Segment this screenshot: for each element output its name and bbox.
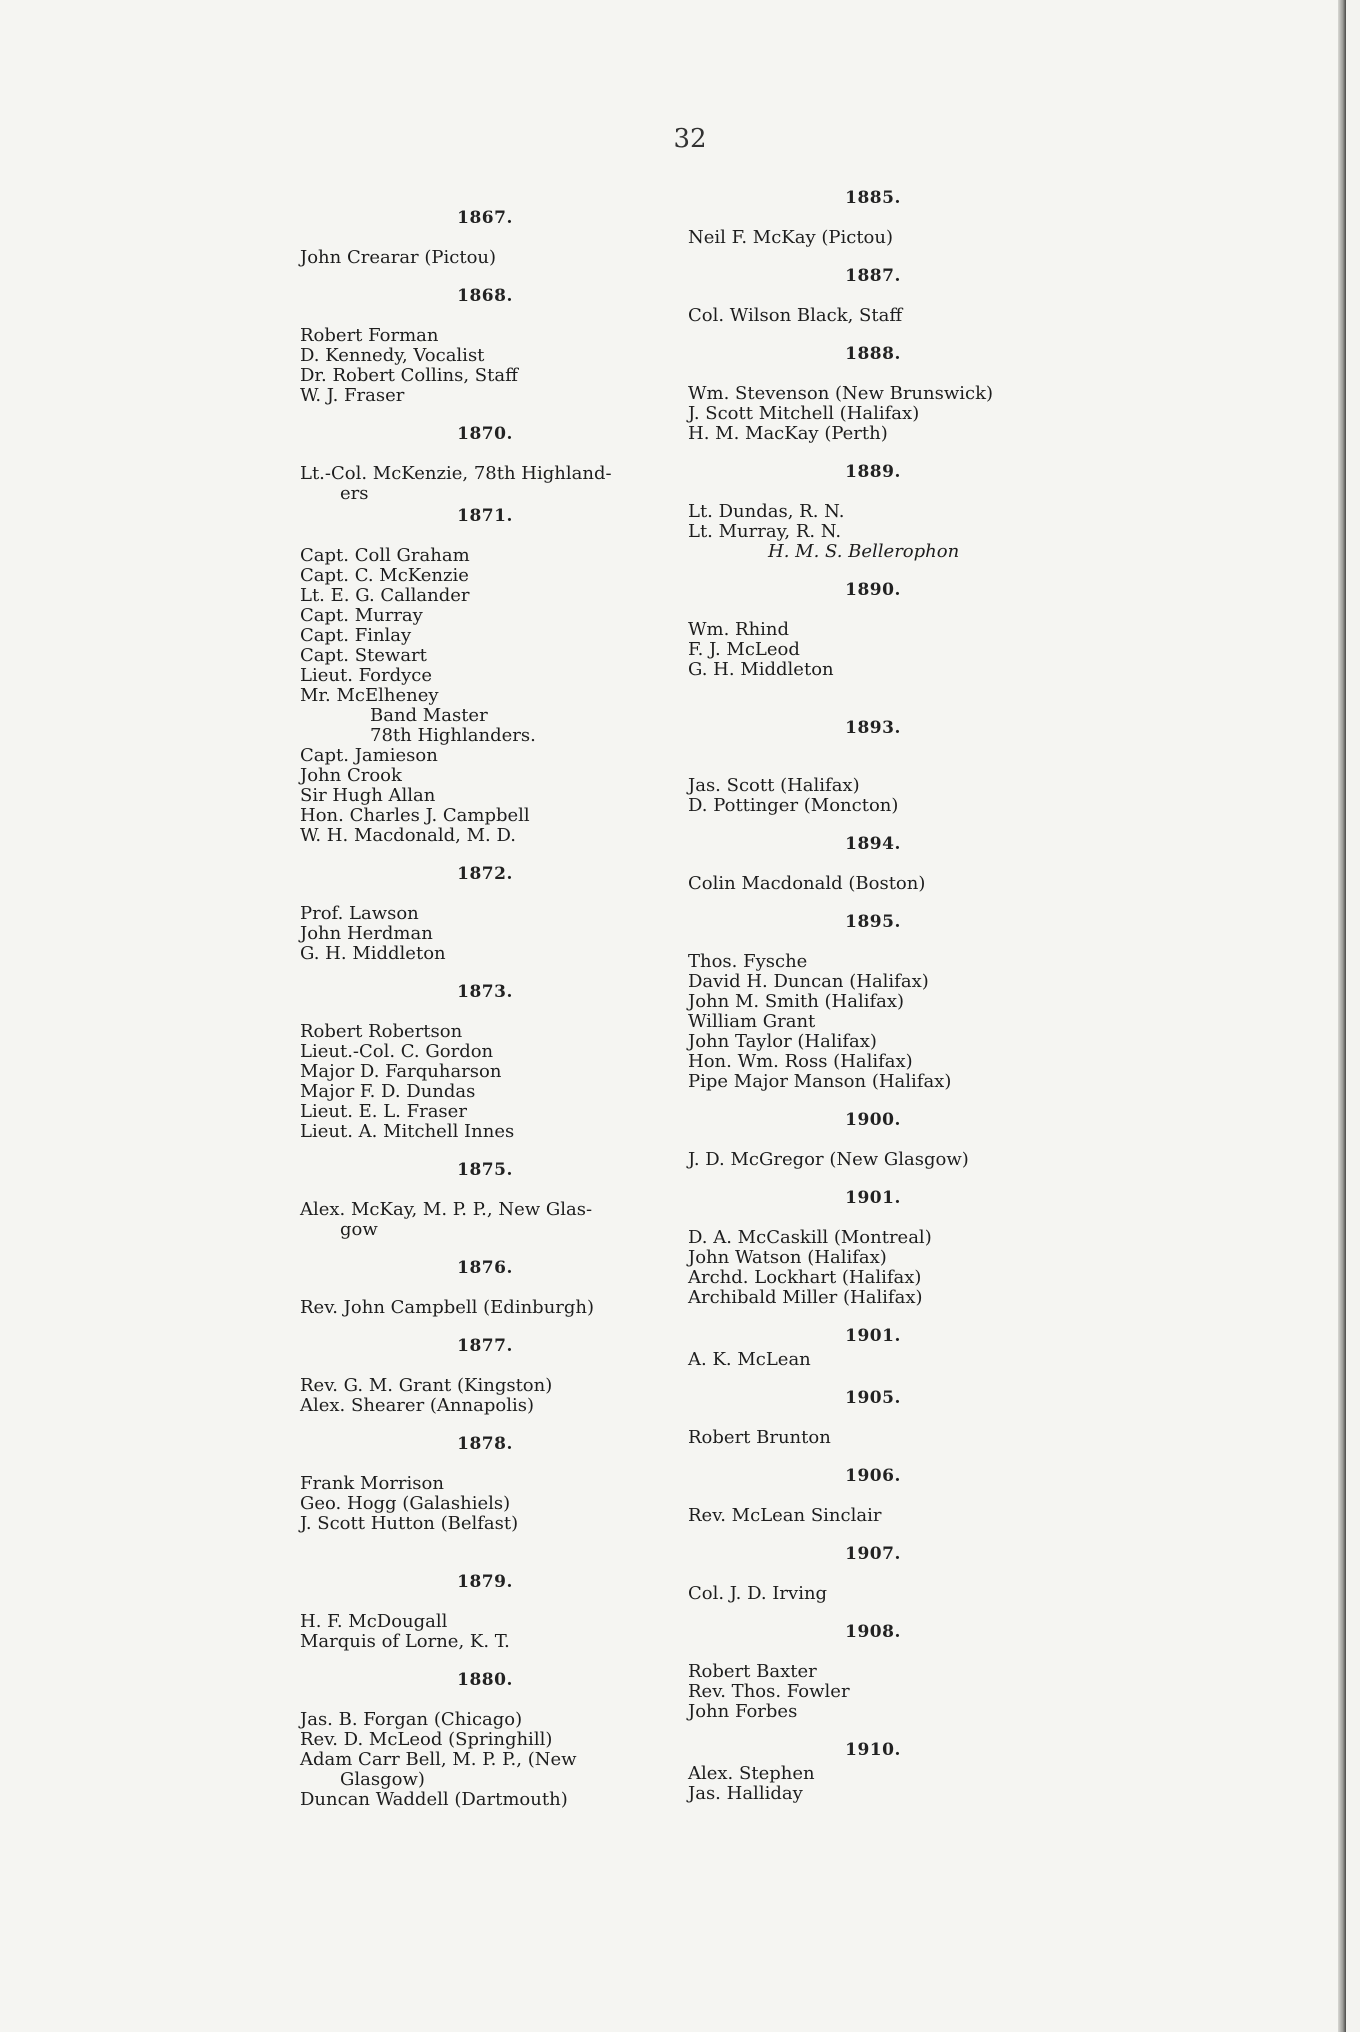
year-section xyxy=(688,580,1058,680)
page-margin-strip xyxy=(1346,0,1360,2032)
year-section xyxy=(688,1740,1058,1804)
year-heading: 1879. xyxy=(457,1572,513,1592)
member-entry: Alex. Stephen xyxy=(688,1763,815,1784)
member-entry: W. J. Fraser xyxy=(300,385,405,406)
year-section xyxy=(300,1258,670,1318)
member-entry: H. F. McDougall xyxy=(300,1611,448,1632)
member-entry: D. A. McCaskill (Montreal) xyxy=(688,1227,932,1248)
page-number: 32 xyxy=(673,124,707,154)
year-section xyxy=(300,1336,670,1416)
member-entry: Prof. Lawson xyxy=(300,903,419,924)
member-entry: Neil F. McKay (Pictou) xyxy=(688,227,894,248)
member-entry-continuation: gow xyxy=(340,1219,378,1240)
member-entry: Adam Carr Bell, M. P. P., (New xyxy=(300,1749,577,1770)
year-section xyxy=(300,864,670,964)
member-entry: G. H. Middleton xyxy=(688,659,834,680)
member-entry: J. Scott Mitchell (Halifax) xyxy=(688,403,920,424)
year-heading: 1878. xyxy=(457,1434,513,1454)
member-entry: Alex. McKay, M. P. P., New Glas- xyxy=(300,1199,593,1220)
member-entry: Capt. C. McKenzie xyxy=(300,565,469,586)
member-entry: Lt. E. G. Callander xyxy=(300,585,470,606)
member-entry: Frank Morrison xyxy=(300,1473,444,1494)
member-entry: G. H. Middleton xyxy=(300,943,446,964)
year-heading: 1890. xyxy=(845,580,901,600)
member-entry: Jas. Scott (Halifax) xyxy=(688,775,860,796)
member-entry: Alex. Shearer (Annapolis) xyxy=(300,1395,534,1416)
member-entry: Lieut. Fordyce xyxy=(300,665,433,686)
member-entry: Rev. McLean Sinclair xyxy=(688,1505,882,1526)
year-heading: 1885. xyxy=(845,188,901,208)
year-section xyxy=(300,286,670,406)
year-section xyxy=(688,1188,1058,1308)
member-entry: Hon. Charles J. Campbell xyxy=(300,805,530,826)
member-entry: Major D. Farquharson xyxy=(300,1061,502,1082)
member-entry: John Taylor (Halifax) xyxy=(688,1031,877,1052)
member-entry: William Grant xyxy=(688,1011,816,1032)
year-heading: 1877. xyxy=(457,1336,513,1356)
year-section xyxy=(688,266,1058,326)
member-entry: Duncan Waddell (Dartmouth) xyxy=(300,1789,568,1810)
member-entry: Lieut.-Col. C. Gordon xyxy=(300,1041,494,1062)
member-entry: Rev. John Campbell (Edinburgh) xyxy=(300,1297,595,1318)
year-section xyxy=(688,1466,1058,1526)
year-heading: 1871. xyxy=(457,506,513,526)
member-entry: Marquis of Lorne, K. T. xyxy=(300,1631,510,1652)
year-section xyxy=(688,912,1058,1092)
member-entry: Archd. Lockhart (Halifax) xyxy=(688,1267,922,1288)
year-section xyxy=(688,834,1058,894)
year-section xyxy=(300,208,670,268)
member-entry: Rev. D. McLeod (Springhill) xyxy=(300,1729,553,1750)
year-section xyxy=(300,1160,670,1240)
year-section xyxy=(688,1110,1058,1170)
left-column xyxy=(300,208,670,1810)
member-entry: Lieut. A. Mitchell Innes xyxy=(300,1121,515,1142)
year-heading: 1893. xyxy=(845,718,901,738)
member-entry: Rev. G. M. Grant (Kingston) xyxy=(300,1375,553,1396)
member-entry: Robert Brunton xyxy=(688,1427,831,1448)
year-heading: 1870. xyxy=(457,424,513,444)
ship-name: H. M. S. Bellerophon xyxy=(768,541,960,562)
year-heading: 1901. xyxy=(845,1326,901,1346)
member-entry: Lt. Murray, R. N. xyxy=(688,521,842,542)
year-heading: 1872. xyxy=(457,864,513,884)
member-entry: John Watson (Halifax) xyxy=(688,1247,887,1268)
member-entry-continuation: ers xyxy=(340,483,369,504)
member-entry: Jas. Halliday xyxy=(688,1783,803,1804)
year-heading: 1876. xyxy=(457,1258,513,1278)
member-entry: Lieut. E. L. Fraser xyxy=(300,1101,467,1122)
year-heading: 1894. xyxy=(845,834,901,854)
member-entry: Thos. Fysche xyxy=(688,951,808,972)
member-entry: D. Kennedy, Vocalist xyxy=(300,345,485,366)
year-section xyxy=(688,718,1058,816)
member-entry: Sir Hugh Allan xyxy=(300,785,436,806)
member-entry: W. H. Macdonald, M. D. xyxy=(300,825,516,846)
year-heading: 1906. xyxy=(845,1466,901,1486)
year-section xyxy=(300,1670,670,1810)
year-heading: 1875. xyxy=(457,1160,513,1180)
member-entry: H. M. MacKay (Perth) xyxy=(688,423,888,444)
member-entry: John Herdman xyxy=(300,923,433,944)
member-entry: Col. J. D. Irving xyxy=(688,1583,828,1604)
member-entry: Jas. B. Forgan (Chicago) xyxy=(300,1709,523,1730)
member-entry: Wm. Stevenson (New Brunswick) xyxy=(688,383,994,404)
year-heading: 1907. xyxy=(845,1544,901,1564)
member-entry: J. D. McGregor (New Glasgow) xyxy=(688,1149,969,1170)
year-section xyxy=(300,1434,670,1534)
member-entry: Robert Baxter xyxy=(688,1661,817,1682)
year-section xyxy=(688,1388,1058,1448)
member-entry-role: Band Master xyxy=(370,705,488,726)
member-entry: F. J. McLeod xyxy=(688,639,800,660)
year-section xyxy=(300,506,670,846)
year-section xyxy=(300,1572,670,1652)
member-entry: Capt. Jamieson xyxy=(300,745,438,766)
year-heading: 1905. xyxy=(845,1388,901,1408)
member-entry: Geo. Hogg (Galashiels) xyxy=(300,1493,511,1514)
year-heading: 1895. xyxy=(845,912,901,932)
member-entry: David H. Duncan (Halifax) xyxy=(688,971,929,992)
year-section xyxy=(688,188,1058,248)
member-entry: Dr. Robert Collins, Staff xyxy=(300,365,518,386)
member-entry: Capt. Stewart xyxy=(300,645,427,666)
right-column xyxy=(688,188,1058,1804)
member-entry-role: 78th Highlanders. xyxy=(370,725,536,746)
year-heading: 1880. xyxy=(457,1670,513,1690)
member-entry: Colin Macdonald (Boston) xyxy=(688,873,926,894)
member-entry-continuation: Glasgow) xyxy=(340,1769,425,1790)
member-entry: Capt. Coll Graham xyxy=(300,545,470,566)
year-heading: 1901. xyxy=(845,1188,901,1208)
member-entry: Col. Wilson Black, Staff xyxy=(688,305,903,326)
year-heading: 1873. xyxy=(457,982,513,1002)
year-heading: 1900. xyxy=(845,1110,901,1130)
member-entry: John M. Smith (Halifax) xyxy=(688,991,905,1012)
member-entry: J. Scott Hutton (Belfast) xyxy=(300,1513,519,1534)
year-heading: 1887. xyxy=(845,266,901,286)
year-heading: 1908. xyxy=(845,1622,901,1642)
member-entry: Lt.-Col. McKenzie, 78th Highland- xyxy=(300,463,612,484)
year-section xyxy=(688,1544,1058,1604)
member-entry: Capt. Finlay xyxy=(300,625,412,646)
member-entry: Robert Robertson xyxy=(300,1021,463,1042)
member-entry: Pipe Major Manson (Halifax) xyxy=(688,1071,952,1092)
member-entry: D. Pottinger (Moncton) xyxy=(688,795,899,816)
year-heading: 1888. xyxy=(845,344,901,364)
member-entry: John Crearar (Pictou) xyxy=(300,247,497,268)
member-entry: Major F. D. Dundas xyxy=(300,1081,476,1102)
year-heading: 1910. xyxy=(845,1740,901,1760)
year-heading: 1867. xyxy=(457,208,513,228)
year-section xyxy=(688,344,1058,444)
member-entry: A. K. McLean xyxy=(688,1349,811,1370)
year-section xyxy=(300,424,670,504)
member-entry: John Crook xyxy=(300,765,402,786)
member-entry: Mr. McElheney xyxy=(300,685,439,706)
member-entry: Capt. Murray xyxy=(300,605,423,626)
member-entry: John Forbes xyxy=(688,1701,798,1722)
member-entry: Hon. Wm. Ross (Halifax) xyxy=(688,1051,913,1072)
member-entry: Wm. Rhind xyxy=(688,619,790,640)
member-entry: Robert Forman xyxy=(300,325,439,346)
year-section xyxy=(688,1622,1058,1722)
year-section xyxy=(688,462,1058,562)
ship-entry xyxy=(688,542,1058,562)
member-entry: Archibald Miller (Halifax) xyxy=(688,1287,923,1308)
year-section xyxy=(688,1326,1058,1370)
year-heading: 1868. xyxy=(457,286,513,306)
member-entry: Rev. Thos. Fowler xyxy=(688,1681,850,1702)
year-heading: 1889. xyxy=(845,462,901,482)
year-section xyxy=(300,982,670,1142)
page-binding-edge xyxy=(1338,0,1346,2032)
member-entry: Lt. Dundas, R. N. xyxy=(688,501,845,522)
